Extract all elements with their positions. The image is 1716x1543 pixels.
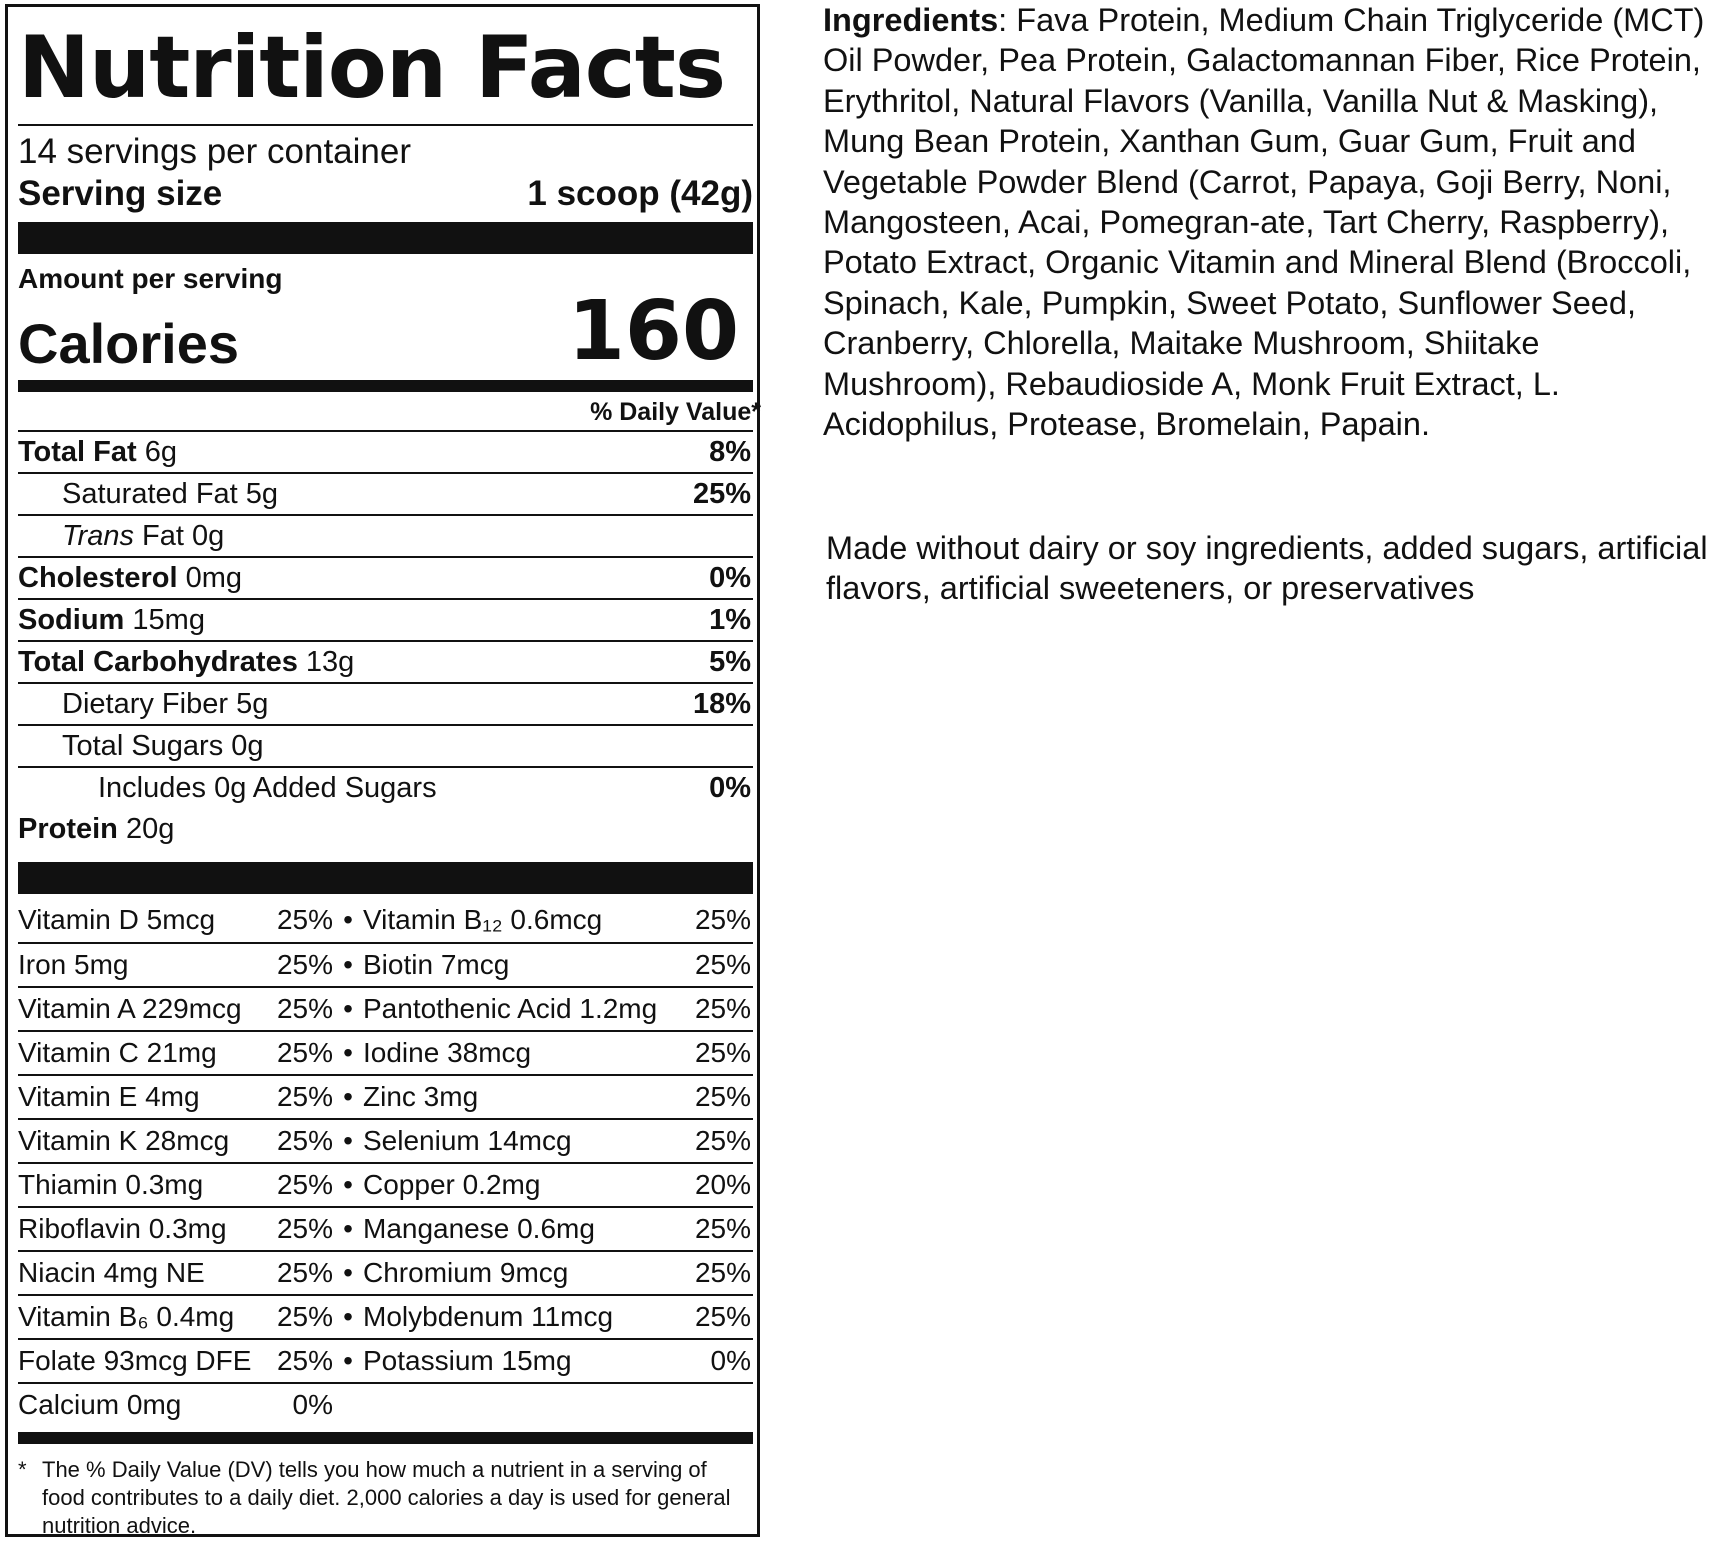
- vitamin-left-dv: 25%: [276, 1169, 333, 1200]
- vitamin-row: [18, 1338, 753, 1382]
- vitamin-row: [18, 1294, 753, 1338]
- vitamin-separator: •: [343, 1037, 353, 1068]
- nutrient-row-total-sugars: [18, 724, 753, 766]
- vitamin-right-name: Molybdenum 11mcg: [363, 1301, 614, 1332]
- divider: [18, 124, 753, 126]
- thick-divider: [18, 222, 753, 254]
- nutrient-amount: 13g: [305, 645, 355, 678]
- vitamin-right-dv: 20%: [694, 1169, 751, 1200]
- vitamin-row: [18, 1030, 753, 1074]
- vitamin-right-name: Chromium 9mcg: [363, 1257, 569, 1288]
- nutrient-row-sodium: [18, 598, 753, 640]
- vitamin-left-name: Vitamin C 21mg: [18, 1037, 217, 1068]
- nutrient-amount: 6g: [144, 435, 178, 468]
- vitamin-right-dv: 25%: [694, 1301, 751, 1332]
- vitamin-left-dv: 0%: [292, 1389, 333, 1420]
- vitamin-right-dv: 25%: [694, 904, 751, 935]
- vitamin-row: [18, 1206, 753, 1250]
- nutrient-dv: 25%: [692, 477, 751, 510]
- vitamin-left-name: Niacin 4mg NE: [18, 1257, 205, 1288]
- vitamin-left-name: Vitamin K 28mcg: [18, 1125, 230, 1156]
- vitamin-separator: •: [343, 904, 353, 935]
- nutrient-row-trans-fat: [18, 514, 753, 556]
- vitamin-right-name: Zinc 3mg: [363, 1081, 479, 1112]
- servings-per-container: 14 servings per container: [18, 132, 411, 171]
- vitamin-left-dv: 25%: [276, 993, 333, 1024]
- nutrient-name: Dietary Fiber: [62, 687, 228, 720]
- vitamin-row: [18, 898, 753, 942]
- calories-row: [18, 284, 753, 379]
- nutrient-name: Sodium: [18, 603, 125, 636]
- calories-divider: [18, 380, 753, 392]
- nutrient-amount: 5g: [236, 687, 269, 720]
- vitamin-right-name: Potassium 15mg: [363, 1345, 572, 1376]
- nutrient-name: Total Carbohydrates: [18, 645, 298, 678]
- vitamin-right-dv: 25%: [694, 1081, 751, 1112]
- vitamin-left-dv: 25%: [276, 1213, 333, 1244]
- vitamin-right-dv: 25%: [694, 949, 751, 980]
- vitamin-left-name: Vitamin D 5mcg: [18, 904, 216, 935]
- nutrient-dv: 18%: [692, 687, 751, 720]
- vitamin-right-dv: 0%: [710, 1345, 751, 1376]
- nutrient-amount: 20g: [125, 812, 175, 845]
- nutrient-row-total-carbohydrates: [18, 640, 753, 682]
- footnote-divider: [18, 1432, 753, 1444]
- amount-per-serving: Amount per serving: [18, 263, 283, 294]
- nutrient-name: Total Sugars: [62, 729, 224, 762]
- nutrient-dv: 5%: [709, 645, 751, 678]
- vitamin-row: [18, 986, 753, 1030]
- vitamin-separator: •: [343, 1081, 353, 1112]
- vitamin-row: [18, 1074, 753, 1118]
- vitamin-left-name: Vitamin E 4mg: [18, 1081, 200, 1112]
- vitamin-right-name: Iodine 38mcg: [363, 1037, 532, 1068]
- vitamin-left-name: Folate 93mcg DFE: [18, 1345, 252, 1376]
- vitamin-separator: •: [343, 1345, 353, 1376]
- nutrient-row-total-fat: [18, 430, 753, 472]
- serving-size-row: [18, 172, 753, 216]
- nutrient-row-dietary-fiber: [18, 682, 753, 724]
- vitamin-left-dv: 25%: [276, 949, 333, 980]
- vitamin-separator: •: [343, 1257, 353, 1288]
- vitamin-left-dv: 25%: [276, 1301, 333, 1332]
- serving-size-label: Serving size: [18, 174, 223, 213]
- vitamin-right-dv: 25%: [694, 1125, 751, 1156]
- nutrient-name: Trans: [62, 519, 134, 552]
- vitamin-row: [18, 1162, 753, 1206]
- vitamin-separator: •: [343, 1301, 353, 1332]
- nutrient-name: Protein: [18, 812, 118, 845]
- serving-size-value: 1 scoop (42g): [527, 174, 753, 213]
- vitamin-separator: •: [343, 1213, 353, 1244]
- footnote-text: The % Daily Value (DV) tells you how much a nutrient in a serving of food contributes to a daily diet. 2,000 calories a day is used for general nutrition advice.: [42, 1457, 731, 1538]
- nutrient-name: Total Fat: [18, 435, 137, 468]
- nutrient-amount: 5g: [245, 477, 279, 510]
- made-without-statement: Made without dairy or soy ingredients, added sugars, artificial flavors, artificial sweeteners, or preservatives: [826, 530, 1708, 606]
- ingredients-label: Ingredients: [823, 2, 999, 38]
- nutrient-amount: 0mg: [185, 561, 243, 594]
- vitamin-left-dv: 25%: [276, 904, 333, 935]
- footnote-star: *: [18, 1457, 27, 1482]
- nutrient-row-saturated-fat: [18, 472, 753, 514]
- nutrition-facts-title: Nutrition Facts: [18, 18, 726, 118]
- vitamin-row: [18, 1382, 753, 1426]
- vitamin-separator: •: [343, 1125, 353, 1156]
- vitamin-left-dv: 25%: [276, 1125, 333, 1156]
- nutrition-facts-panel: [5, 4, 760, 1537]
- vitamin-mineral-list: [18, 898, 753, 1426]
- daily-value-header: % Daily Value*: [590, 398, 761, 426]
- nutrient-row-protein: [18, 808, 753, 850]
- vitamin-separator: •: [343, 993, 353, 1024]
- nutrient-amount: 15mg: [132, 603, 205, 636]
- vitamin-separator: •: [343, 1169, 353, 1200]
- vitamin-right-name: Selenium 14mcg: [363, 1125, 572, 1156]
- nutrient-amount: Fat 0g: [142, 519, 225, 552]
- vitamin-row: [18, 1118, 753, 1162]
- calories-label: Calories: [18, 312, 239, 375]
- vitamin-left-dv: 25%: [276, 1037, 333, 1068]
- nutrient-name: Includes 0g Added Sugars: [98, 771, 437, 804]
- vitamin-left-name: Iron 5mg: [18, 949, 129, 980]
- vitamin-right-dv: 25%: [694, 993, 751, 1024]
- vitamin-left-dv: 25%: [276, 1345, 333, 1376]
- vitamin-right-dv: 25%: [694, 1213, 751, 1244]
- vitamin-separator: •: [343, 949, 353, 980]
- vitamin-left-name: Calcium 0mg: [18, 1389, 182, 1420]
- vitamin-row: [18, 942, 753, 986]
- daily-value-footnote: [18, 1456, 753, 1540]
- nutrient-dv: 1%: [709, 603, 751, 636]
- nutrient-dv: 0%: [709, 771, 751, 804]
- vitamin-left-name: Vitamin A 229mcg: [18, 993, 242, 1024]
- calories-value: 160: [567, 284, 739, 379]
- nutrient-row-added-sugars: [18, 766, 753, 808]
- nutrient-row-cholesterol: [18, 556, 753, 598]
- vitamin-left-name: Vitamin B₆ 0.4mg: [18, 1301, 235, 1332]
- vitamin-left-name: Thiamin 0.3mg: [18, 1169, 204, 1200]
- vitamin-left-dv: 25%: [276, 1257, 333, 1288]
- vitamin-right-name: Manganese 0.6mg: [363, 1213, 595, 1244]
- vitamin-left-dv: 25%: [276, 1081, 333, 1112]
- nutrient-dv: 0%: [709, 561, 751, 594]
- vitamin-right-name: Copper 0.2mg: [363, 1169, 541, 1200]
- vitamin-right-dv: 25%: [694, 1257, 751, 1288]
- ingredients-text: [823, 0, 1713, 444]
- vitamin-row: [18, 1250, 753, 1294]
- vitamin-right-name: Biotin 7mcg: [363, 949, 510, 980]
- vitamin-left-name: Riboflavin 0.3mg: [18, 1213, 227, 1244]
- nutrient-name: Saturated Fat: [62, 477, 238, 510]
- vitamin-right-dv: 25%: [694, 1037, 751, 1068]
- vitamin-right-name: Pantothenic Acid 1.2mg: [363, 993, 658, 1024]
- ingredients-list: : Fava Protein, Medium Chain Triglyceride (MCT) Oil Powder, Pea Protein, Galactomannan Fiber, Rice Protein, Erythritol, Natural Flavors (Vanilla, Vanilla Nut & Masking), Mung Bean Protein, Xanthan Gum, Guar Gum, Fruit and Vegetable Powder Blend (Carrot, Papaya, Goji Berry, Noni, Mangosteen, Acai, Pomegran-ate, Tart Cherry, Raspberry), Potato Extract, Organic Vitamin and Mineral Blend (Broccoli, Spinach, Kale, Pumpkin, Sweet Potato, Sunflower Seed, Cranberry, Chlorella, Maitake Mushroom, Shiitake Mushroom), Rebaudioside A, Monk Fruit Extract, L. Acidophilus, Protease, Bromelain, Papain.: [823, 2, 1705, 443]
- thick-divider: [18, 862, 753, 894]
- nutrient-dv: 8%: [709, 435, 751, 468]
- vitamin-right-name: Vitamin B₁₂ 0.6mcg: [363, 904, 603, 935]
- nutrient-amount: 0g: [231, 729, 264, 762]
- nutrient-name: Cholesterol: [18, 561, 178, 594]
